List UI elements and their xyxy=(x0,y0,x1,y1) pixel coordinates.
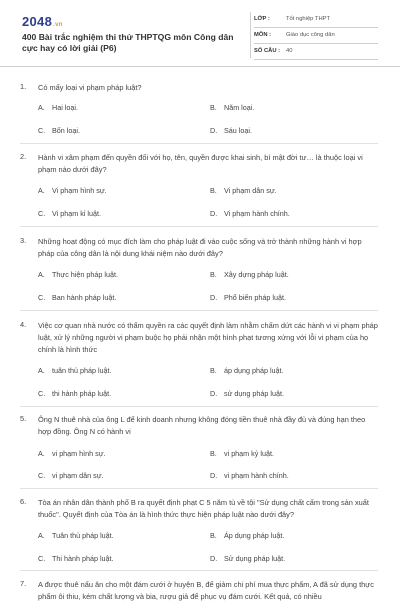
option-letter: C. xyxy=(38,471,46,480)
question-number: 7. xyxy=(20,579,27,588)
option-c[interactable] xyxy=(38,209,101,218)
document-title: 400 Bài trắc nghiệm thi thử THPTQG môn Công dân cực hay có lời giải (P6) xyxy=(22,32,234,53)
option-text: Áp dụng pháp luật. xyxy=(224,531,285,540)
option-letter: C. xyxy=(38,209,46,218)
option-text: Bốn loại. xyxy=(52,126,80,135)
header-divider xyxy=(250,12,251,58)
document-meta xyxy=(254,12,378,60)
option-a[interactable] xyxy=(38,531,114,540)
question-number: 5. xyxy=(20,414,27,423)
option-letter: D. xyxy=(210,389,218,398)
option-text: Ban hành pháp luật. xyxy=(52,293,117,302)
question-text: Tòa án nhân dân thành phố B ra quyết định phạt C 5 năm tù về tội "Sử dụng chất cấm trong sản xuất thuốc". Quyết định của Tòa án là hình thức thực hiện pháp luật nào dưới đây? xyxy=(38,498,369,519)
meta-value: Giáo dục công dân xyxy=(286,32,335,38)
meta-value: Tốt nghiệp THPT xyxy=(286,16,331,22)
option-text: Vi phạm kỉ luật. xyxy=(52,209,102,218)
question-text: A được thuê nấu ăn cho một đám cưới ở huyện B, để giảm chi phí mua thực phẩm, A đã sử dụng thực phẩm ôi thiu, kém chất lượng và bia, rượu giả để phục vụ đám cưới. Kết quả, có nhiều xyxy=(38,580,374,601)
option-text: Vi phạm hành chính. xyxy=(224,209,290,218)
option-a[interactable] xyxy=(38,103,78,112)
meta-key: MÔN : xyxy=(254,32,272,38)
option-c[interactable] xyxy=(38,554,114,563)
option-b[interactable] xyxy=(210,186,277,195)
option-text: sử dụng pháp luật. xyxy=(224,389,284,398)
option-letter: B. xyxy=(210,270,217,279)
option-b[interactable] xyxy=(210,449,274,458)
question-number: 3. xyxy=(20,236,27,245)
option-text: vi phạm kỷ luật. xyxy=(224,449,274,458)
option-text: Năm loại. xyxy=(224,103,255,112)
option-b[interactable] xyxy=(210,270,289,279)
option-a[interactable] xyxy=(38,366,112,375)
option-b[interactable] xyxy=(210,103,254,112)
option-letter: B. xyxy=(210,449,217,458)
question-number: 2. xyxy=(20,152,27,161)
option-text: tuân thủ pháp luật. xyxy=(52,366,112,375)
option-a[interactable] xyxy=(38,449,106,458)
option-d[interactable] xyxy=(210,554,285,563)
option-text: Phổ biến pháp luật. xyxy=(224,293,286,302)
question-text: Ông N thuê nhà của ông L để kinh doanh nhưng không đóng tiền thuê nhà đầy đủ và đúng hạn theo hợp đồng. Ông N có hành vi xyxy=(38,415,366,436)
question-divider xyxy=(20,310,378,311)
question-divider xyxy=(20,570,378,571)
option-text: Tuân thủ pháp luật. xyxy=(52,531,114,540)
question-text: Những hoạt động có mục đích làm cho pháp luật đi vào cuộc sống và trở thành những hành vi hợp pháp của công dân là nội dung khái niệm nào dưới đây? xyxy=(38,237,362,258)
option-text: vi phạm hình sự. xyxy=(52,449,106,458)
option-letter: D. xyxy=(210,209,218,218)
question-number: 6. xyxy=(20,497,27,506)
option-text: Thi hành pháp luật. xyxy=(52,554,114,563)
document-header xyxy=(0,0,400,62)
option-letter: A. xyxy=(38,449,45,458)
site-logo[interactable]: 2048.vn xyxy=(22,14,63,29)
option-b[interactable] xyxy=(210,366,284,375)
option-letter: B. xyxy=(210,186,217,195)
option-c[interactable] xyxy=(38,471,104,480)
question-divider xyxy=(20,143,378,144)
option-text: thi hành pháp luật. xyxy=(52,389,112,398)
option-letter: D. xyxy=(210,554,218,563)
option-letter: B. xyxy=(210,531,217,540)
option-d[interactable] xyxy=(210,389,284,398)
meta-row-class xyxy=(254,12,378,28)
option-text: Hai loại. xyxy=(52,103,78,112)
option-a[interactable] xyxy=(38,270,118,279)
option-d[interactable] xyxy=(210,126,252,135)
option-d[interactable] xyxy=(210,209,290,218)
question-divider xyxy=(20,226,378,227)
option-a[interactable] xyxy=(38,186,107,195)
option-letter: C. xyxy=(38,126,46,135)
option-text: Thực hiện pháp luật. xyxy=(52,270,118,279)
option-letter: A. xyxy=(38,103,45,112)
header-rule xyxy=(0,66,400,67)
option-text: áp dụng pháp luật. xyxy=(224,366,284,375)
option-letter: D. xyxy=(210,126,218,135)
question-number: 4. xyxy=(20,320,27,329)
question-divider xyxy=(20,488,378,489)
option-c[interactable] xyxy=(38,293,116,302)
meta-row-subject xyxy=(254,28,378,44)
question-number: 1. xyxy=(20,82,27,91)
option-text: Sử dụng pháp luật. xyxy=(224,554,286,563)
question-text: Có mấy loại vi phạm pháp luật? xyxy=(38,83,142,92)
option-letter: A. xyxy=(38,531,45,540)
option-letter: C. xyxy=(38,293,46,302)
option-letter: B. xyxy=(210,103,217,112)
question-text: Việc cơ quan nhà nước có thẩm quyền ra các quyết định làm nhằm chấm dứt các hành vi vi phạm pháp luật, xử lý những người vi phạm buộc họ phải nhận một hình phạt tương xứng với lỗi vi phạm của họ chính là hình thức xyxy=(38,321,378,354)
option-letter: C. xyxy=(38,554,46,563)
option-letter: D. xyxy=(210,471,218,480)
question-text: Hành vi xâm phạm đến quyền đối với họ, tên, quyền được khai sinh, bí mật đời tư… là thuộc loại vi phạm nào dưới đây? xyxy=(38,153,363,174)
option-d[interactable] xyxy=(210,471,289,480)
option-d[interactable] xyxy=(210,293,286,302)
option-b[interactable] xyxy=(210,531,284,540)
option-letter: B. xyxy=(210,366,217,375)
option-letter: D. xyxy=(210,293,218,302)
option-text: vi phạm dân sự. xyxy=(52,471,104,480)
meta-key: LỚP : xyxy=(254,16,270,22)
option-letter: A. xyxy=(38,366,45,375)
option-c[interactable] xyxy=(38,126,80,135)
option-text: Sáu loại. xyxy=(224,126,252,135)
option-c[interactable] xyxy=(38,389,111,398)
option-text: vi phạm hành chính. xyxy=(224,471,289,480)
option-letter: A. xyxy=(38,186,45,195)
meta-row-count xyxy=(254,44,378,60)
meta-value: 40 xyxy=(286,48,293,54)
option-text: Xây dựng pháp luật. xyxy=(224,270,289,279)
option-text: Vi phạm hình sự. xyxy=(52,186,107,195)
option-text: Vi phạm dân sự. xyxy=(224,186,277,195)
option-letter: A. xyxy=(38,270,45,279)
question-divider xyxy=(20,406,378,407)
meta-key: SỐ CÂU : xyxy=(254,48,281,54)
option-letter: C. xyxy=(38,389,46,398)
